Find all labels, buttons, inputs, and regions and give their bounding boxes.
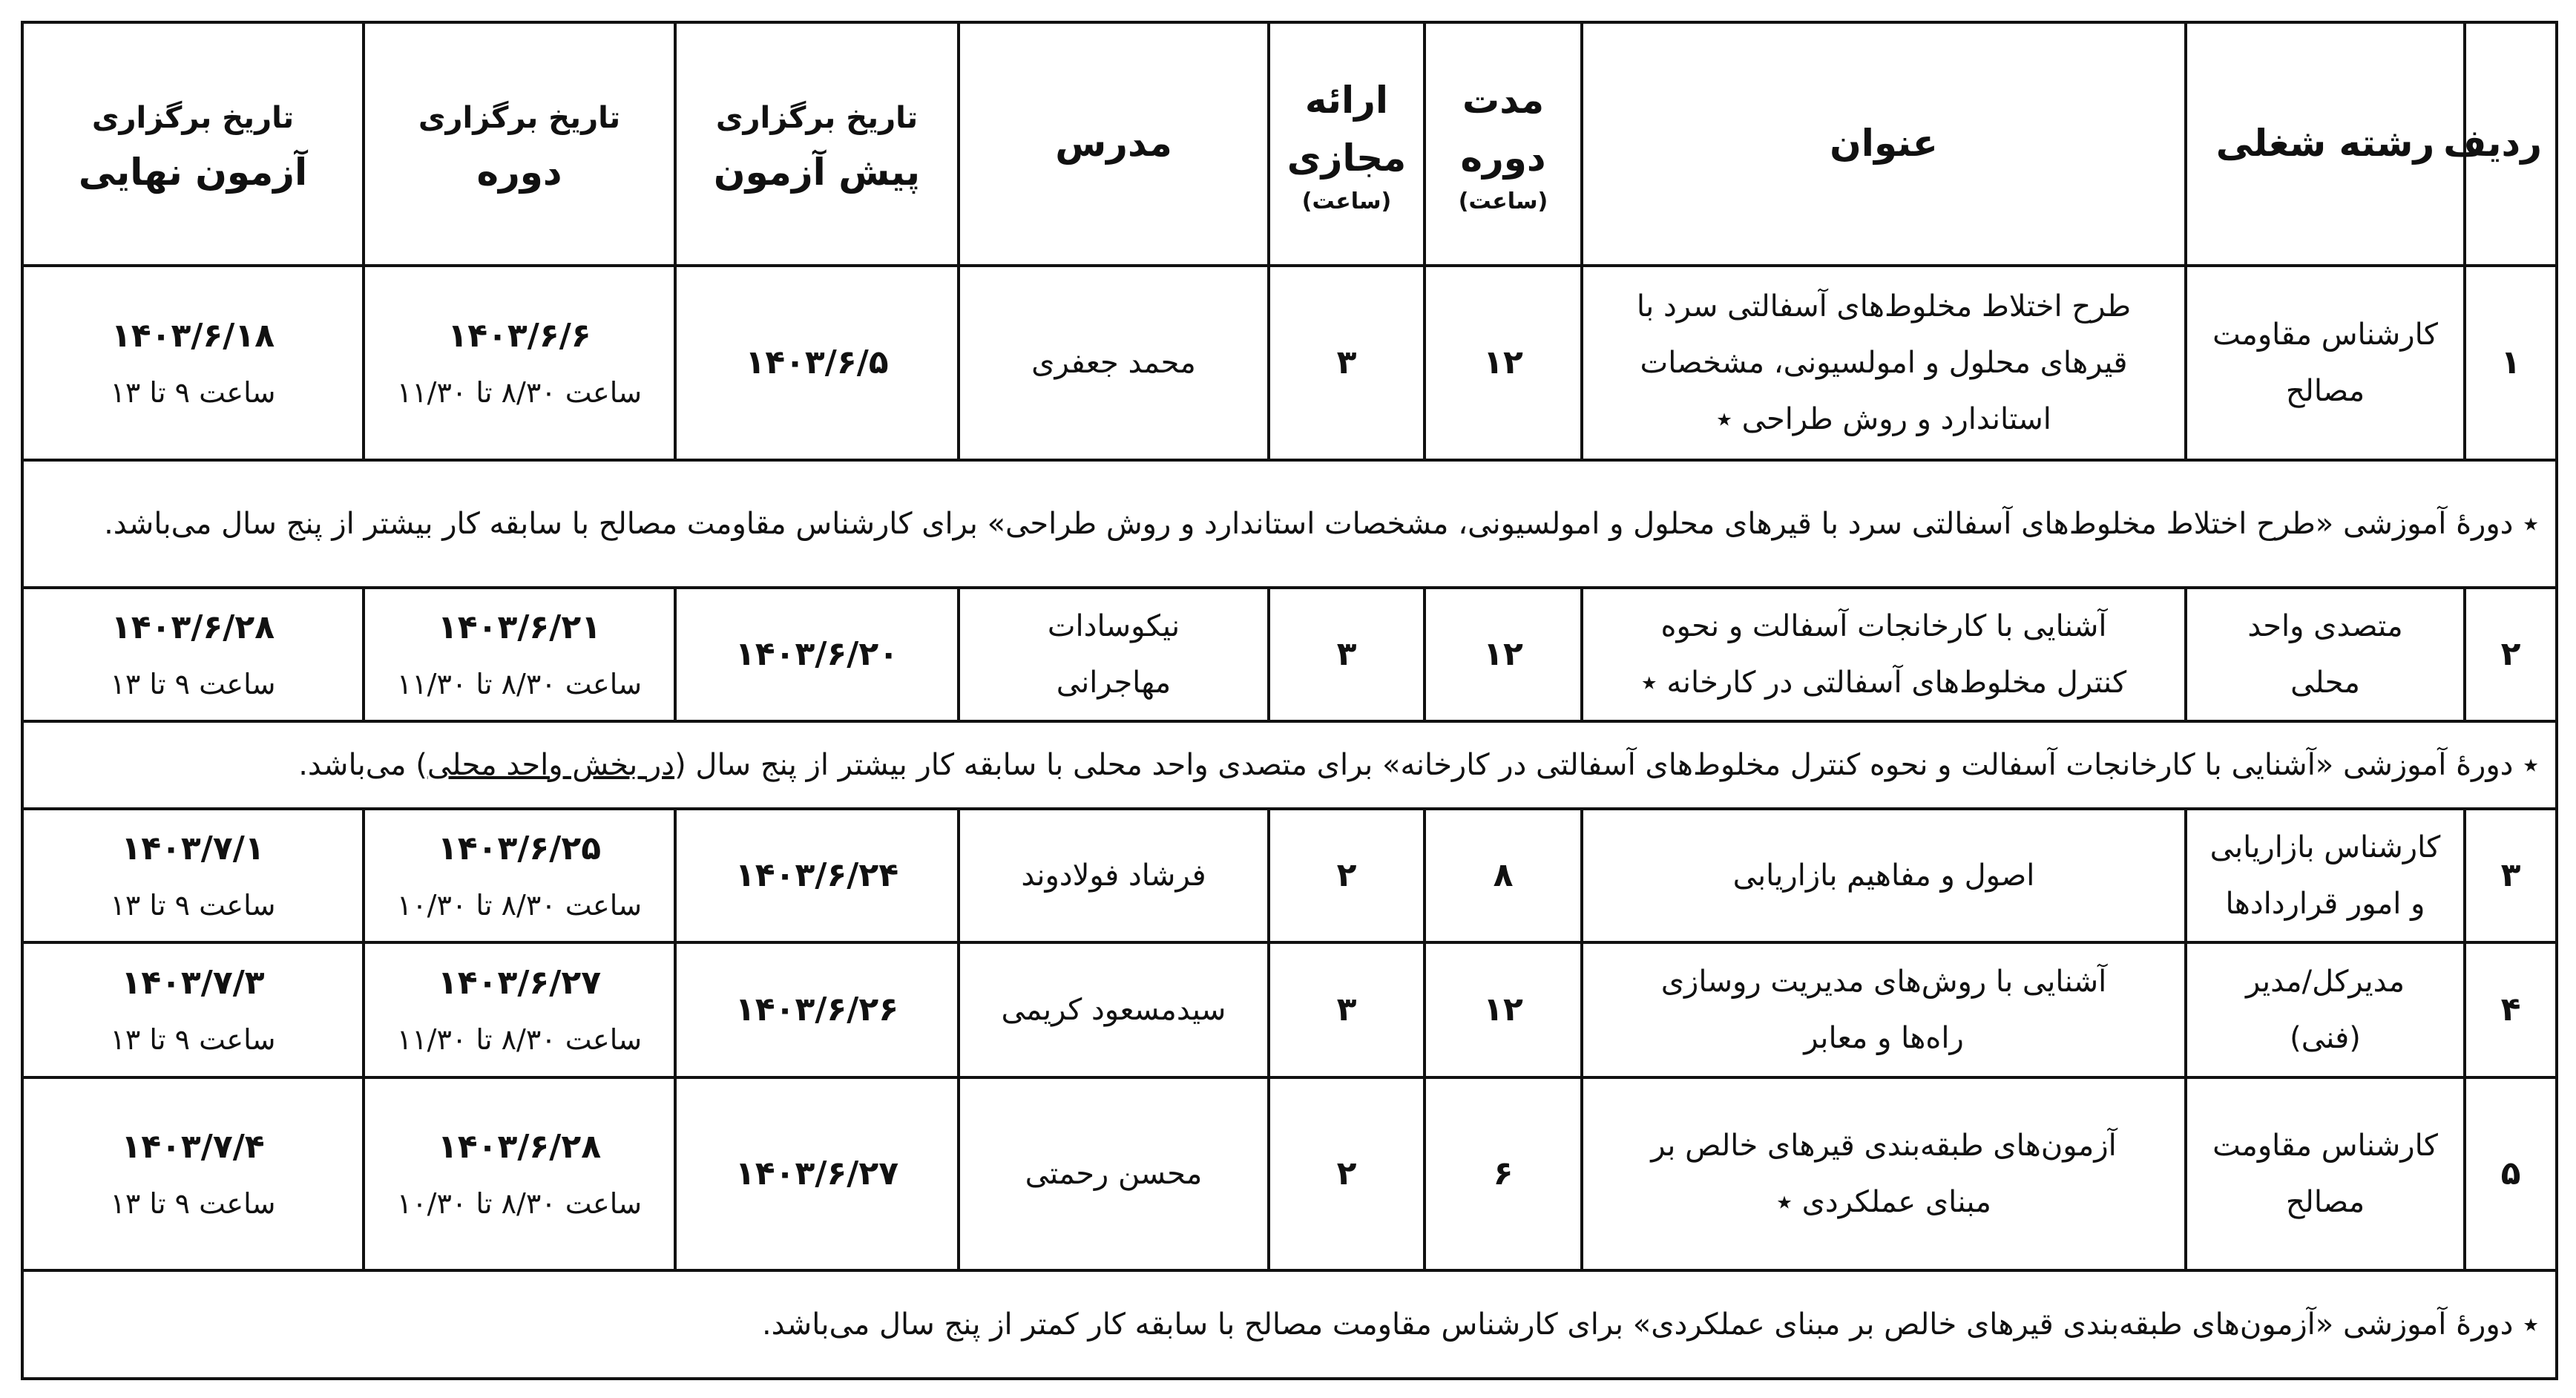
course-duration: ۶ [1425, 1077, 1582, 1270]
final-time-value: ساعت ۹ تا ۱۳ [110, 1187, 276, 1220]
instructor-line1: سیدمسعود کریمی [1001, 993, 1226, 1027]
final-date-value: ۱۴۰۳/۷/۱ [121, 830, 265, 868]
footnote-2-text: ٭ دورهٔ آموزشی «آشنایی با کارخانجات آسفالت و نحوه کنترل مخلوط‌های آسفالتی در کارخانه» برای متصدی واحد محلی با سابقه کار بیشتر از پنج سال ( [674, 748, 2539, 782]
instructor [959, 266, 1269, 460]
course-title-line2: مبنای عملکردی ٭ [1776, 1185, 1991, 1219]
footnote-1: ٭ دورهٔ آموزشی «طرح اختلاط مخلوط‌های آسفالتی سرد با قیرهای محلول و امولسیونی، مشخصات استاندارد و روش طراحی» برای کارشناس مقاومت مصالح با سابقه کار بیشتر از پنج سال می‌باشد. [22, 460, 2557, 588]
course-schedule-table [21, 21, 2558, 1380]
course-title-line1: آزمون‌های طبقه‌بندی قیرهای خالص بر [1651, 1129, 2117, 1163]
header-virtual-unit: (ساعت) [1301, 188, 1392, 214]
job-field [2186, 942, 2465, 1077]
course-duration: ۱۲ [1425, 266, 1582, 460]
header-duration-line2: دوره [1460, 136, 1546, 180]
header-course-date [364, 22, 675, 266]
course-title-line2: راه‌ها و معابر [1804, 1021, 1964, 1055]
final-exam-date [22, 809, 364, 942]
table-row [22, 266, 2557, 460]
course-title-line3: استاندارد و روش طراحی ٭ [1716, 402, 2051, 436]
table-row [22, 809, 2557, 942]
final-time-value: ساعت ۹ تا ۱۳ [110, 375, 276, 409]
course-time-value: ساعت ۸/۳۰ تا ۱۱/۳۰ [396, 1023, 643, 1056]
header-row-no: ردیف [2465, 22, 2557, 266]
header-virtual-line2: مجازی [1287, 136, 1407, 180]
row-number: ۱ [2465, 266, 2557, 460]
table-row [22, 1077, 2557, 1270]
header-pretest-line1: تاریخ برگزاری [715, 100, 919, 135]
virtual-hours: ۲ [1269, 809, 1425, 942]
course-duration: ۸ [1425, 809, 1582, 942]
final-time-value: ساعت ۹ تا ۱۳ [110, 1023, 276, 1056]
job-field [2186, 588, 2465, 721]
header-pretest-line2: پیش آزمون [713, 151, 921, 194]
course-date [364, 266, 675, 460]
pretest-date [675, 1077, 959, 1270]
final-exam-date [22, 1077, 364, 1270]
job-field-line1: کارشناس بازاریابی [2209, 830, 2441, 864]
header-virtual-line1: ارائه [1304, 79, 1389, 122]
course-schedule-frame [21, 21, 2555, 1377]
header-pretest-date [675, 22, 959, 266]
course-title [1582, 809, 2186, 942]
table-row [22, 942, 2557, 1077]
course-time-value: ساعت ۸/۳۰ تا ۱۰/۳۰ [396, 1187, 643, 1220]
pretest-date-value: ۱۴۰۳/۶/۵ [745, 344, 889, 382]
course-duration: ۱۲ [1425, 588, 1582, 721]
course-time-value: ساعت ۸/۳۰ تا ۱۱/۳۰ [396, 375, 643, 409]
course-date-value: ۱۴۰۳/۶/۲۵ [437, 830, 602, 868]
job-field-line2: مصالح [2285, 374, 2365, 408]
virtual-hours: ۳ [1269, 266, 1425, 460]
instructor [959, 1077, 1269, 1270]
job-field [2186, 266, 2465, 460]
course-date-value: ۱۴۰۳/۶/۲۸ [437, 1128, 602, 1166]
job-field-line2: (فنی) [2290, 1021, 2361, 1055]
job-field [2186, 809, 2465, 942]
instructor [959, 588, 1269, 721]
final-date-value: ۱۴۰۳/۷/۴ [121, 1128, 265, 1166]
header-field: رشته شغلی [2186, 22, 2465, 266]
footnote-2-end: ) می‌باشد. [298, 748, 427, 782]
header-virtual [1269, 22, 1425, 266]
pretest-date-value: ۱۴۰۳/۶/۲۰ [735, 635, 899, 674]
final-time-value: ساعت ۹ تا ۱۳ [110, 667, 276, 700]
instructor [959, 942, 1269, 1077]
footnote-2-underlined: در بخش واحد محلی [427, 748, 675, 782]
course-title-line1: آشنایی با کارخانجات آسفالت و نحوه [1660, 609, 2107, 643]
job-field-line1: کارشناس مقاومت [2212, 318, 2438, 352]
course-title [1582, 588, 2186, 721]
course-title-line2: کنترل مخلوط‌های آسفالتی در کارخانه ٭ [1640, 666, 2127, 700]
course-time-value: ساعت ۸/۳۰ تا ۱۰/۳۰ [396, 888, 643, 922]
course-date-value: ۱۴۰۳/۶/۶ [447, 317, 591, 355]
instructor-line1: نیکوسادات [1047, 609, 1180, 643]
note-row [22, 1270, 2557, 1379]
course-duration: ۱۲ [1425, 942, 1582, 1077]
course-date [364, 588, 675, 721]
row-number: ۴ [2465, 942, 2557, 1077]
instructor-line1: محمد جعفری [1031, 346, 1196, 380]
course-date-value: ۱۴۰۳/۶/۲۱ [437, 608, 602, 647]
instructor-line1: محسن رحمتی [1025, 1157, 1203, 1191]
header-final-line1: تاریخ برگزاری [91, 100, 295, 135]
pretest-date [675, 809, 959, 942]
final-exam-date [22, 942, 364, 1077]
job-field-line1: متصدی واحد [2247, 609, 2403, 643]
pretest-date-value: ۱۴۰۳/۶/۲۴ [735, 856, 899, 895]
pretest-date-value: ۱۴۰۳/۶/۲۶ [735, 991, 899, 1029]
note-row [22, 460, 2557, 588]
header-final-date [22, 22, 364, 266]
pretest-date-value: ۱۴۰۳/۶/۲۷ [735, 1155, 899, 1193]
final-date-value: ۱۴۰۳/۶/۱۸ [111, 317, 275, 355]
course-time-value: ساعت ۸/۳۰ تا ۱۱/۳۰ [396, 667, 643, 700]
course-title-line1: آشنایی با روش‌های مدیریت روسازی [1660, 965, 2107, 999]
final-date-value: ۱۴۰۳/۷/۳ [121, 964, 265, 1002]
job-field-line2: محلی [2290, 666, 2360, 700]
header-course-line2: دوره [476, 151, 562, 194]
footnote-3: ٭ دورهٔ آموزشی «آزمون‌های طبقه‌بندی قیرهای خالص بر مبنای عملکردی» برای کارشناس مقاومت مصالح با سابقه کار کمتر از پنج سال می‌باشد. [22, 1270, 2557, 1379]
virtual-hours: ۲ [1269, 1077, 1425, 1270]
header-final-line2: آزمون نهایی [78, 151, 308, 194]
pretest-date [675, 266, 959, 460]
course-title-line1: طرح اختلاط مخلوط‌های آسفالتی سرد با [1636, 289, 2132, 324]
virtual-hours: ۳ [1269, 942, 1425, 1077]
job-field-line2: مصالح [2285, 1185, 2365, 1219]
instructor-line1: فرشاد فولادوند [1021, 859, 1206, 893]
pretest-date [675, 588, 959, 721]
header-course-line1: تاریخ برگزاری [418, 100, 621, 135]
note-row [22, 721, 2557, 809]
row-number: ۲ [2465, 588, 2557, 721]
instructor-line2: مهاجرانی [1056, 666, 1172, 700]
final-exam-date [22, 588, 364, 721]
course-title [1582, 266, 2186, 460]
row-number: ۵ [2465, 1077, 2557, 1270]
course-title-line1: اصول و مفاهیم بازاریابی [1732, 859, 2035, 893]
header-title: عنوان [1582, 22, 2186, 266]
job-field [2186, 1077, 2465, 1270]
course-title-line2: قیرهای محلول و امولسیونی، مشخصات [1640, 346, 2128, 380]
header-row [22, 22, 2557, 266]
header-duration [1425, 22, 1582, 266]
course-title [1582, 942, 2186, 1077]
header-duration-unit: (ساعت) [1458, 188, 1548, 214]
header-instructor: مدرس [959, 22, 1269, 266]
virtual-hours: ۳ [1269, 588, 1425, 721]
job-field-line1: کارشناس مقاومت [2212, 1129, 2438, 1163]
final-date-value: ۱۴۰۳/۶/۲۸ [111, 608, 275, 647]
job-field-line2: و امور قراردادها [2225, 887, 2425, 921]
footnote-2 [22, 721, 2557, 809]
course-date [364, 942, 675, 1077]
row-number: ۳ [2465, 809, 2557, 942]
course-date [364, 1077, 675, 1270]
course-title [1582, 1077, 2186, 1270]
instructor [959, 809, 1269, 942]
final-exam-date [22, 266, 364, 460]
job-field-line1: مدیرکل/مدیر [2245, 965, 2405, 999]
final-time-value: ساعت ۹ تا ۱۳ [110, 888, 276, 922]
pretest-date [675, 942, 959, 1077]
course-date [364, 809, 675, 942]
table-row [22, 588, 2557, 721]
header-duration-line1: مدت [1462, 79, 1545, 122]
course-date-value: ۱۴۰۳/۶/۲۷ [437, 964, 602, 1002]
